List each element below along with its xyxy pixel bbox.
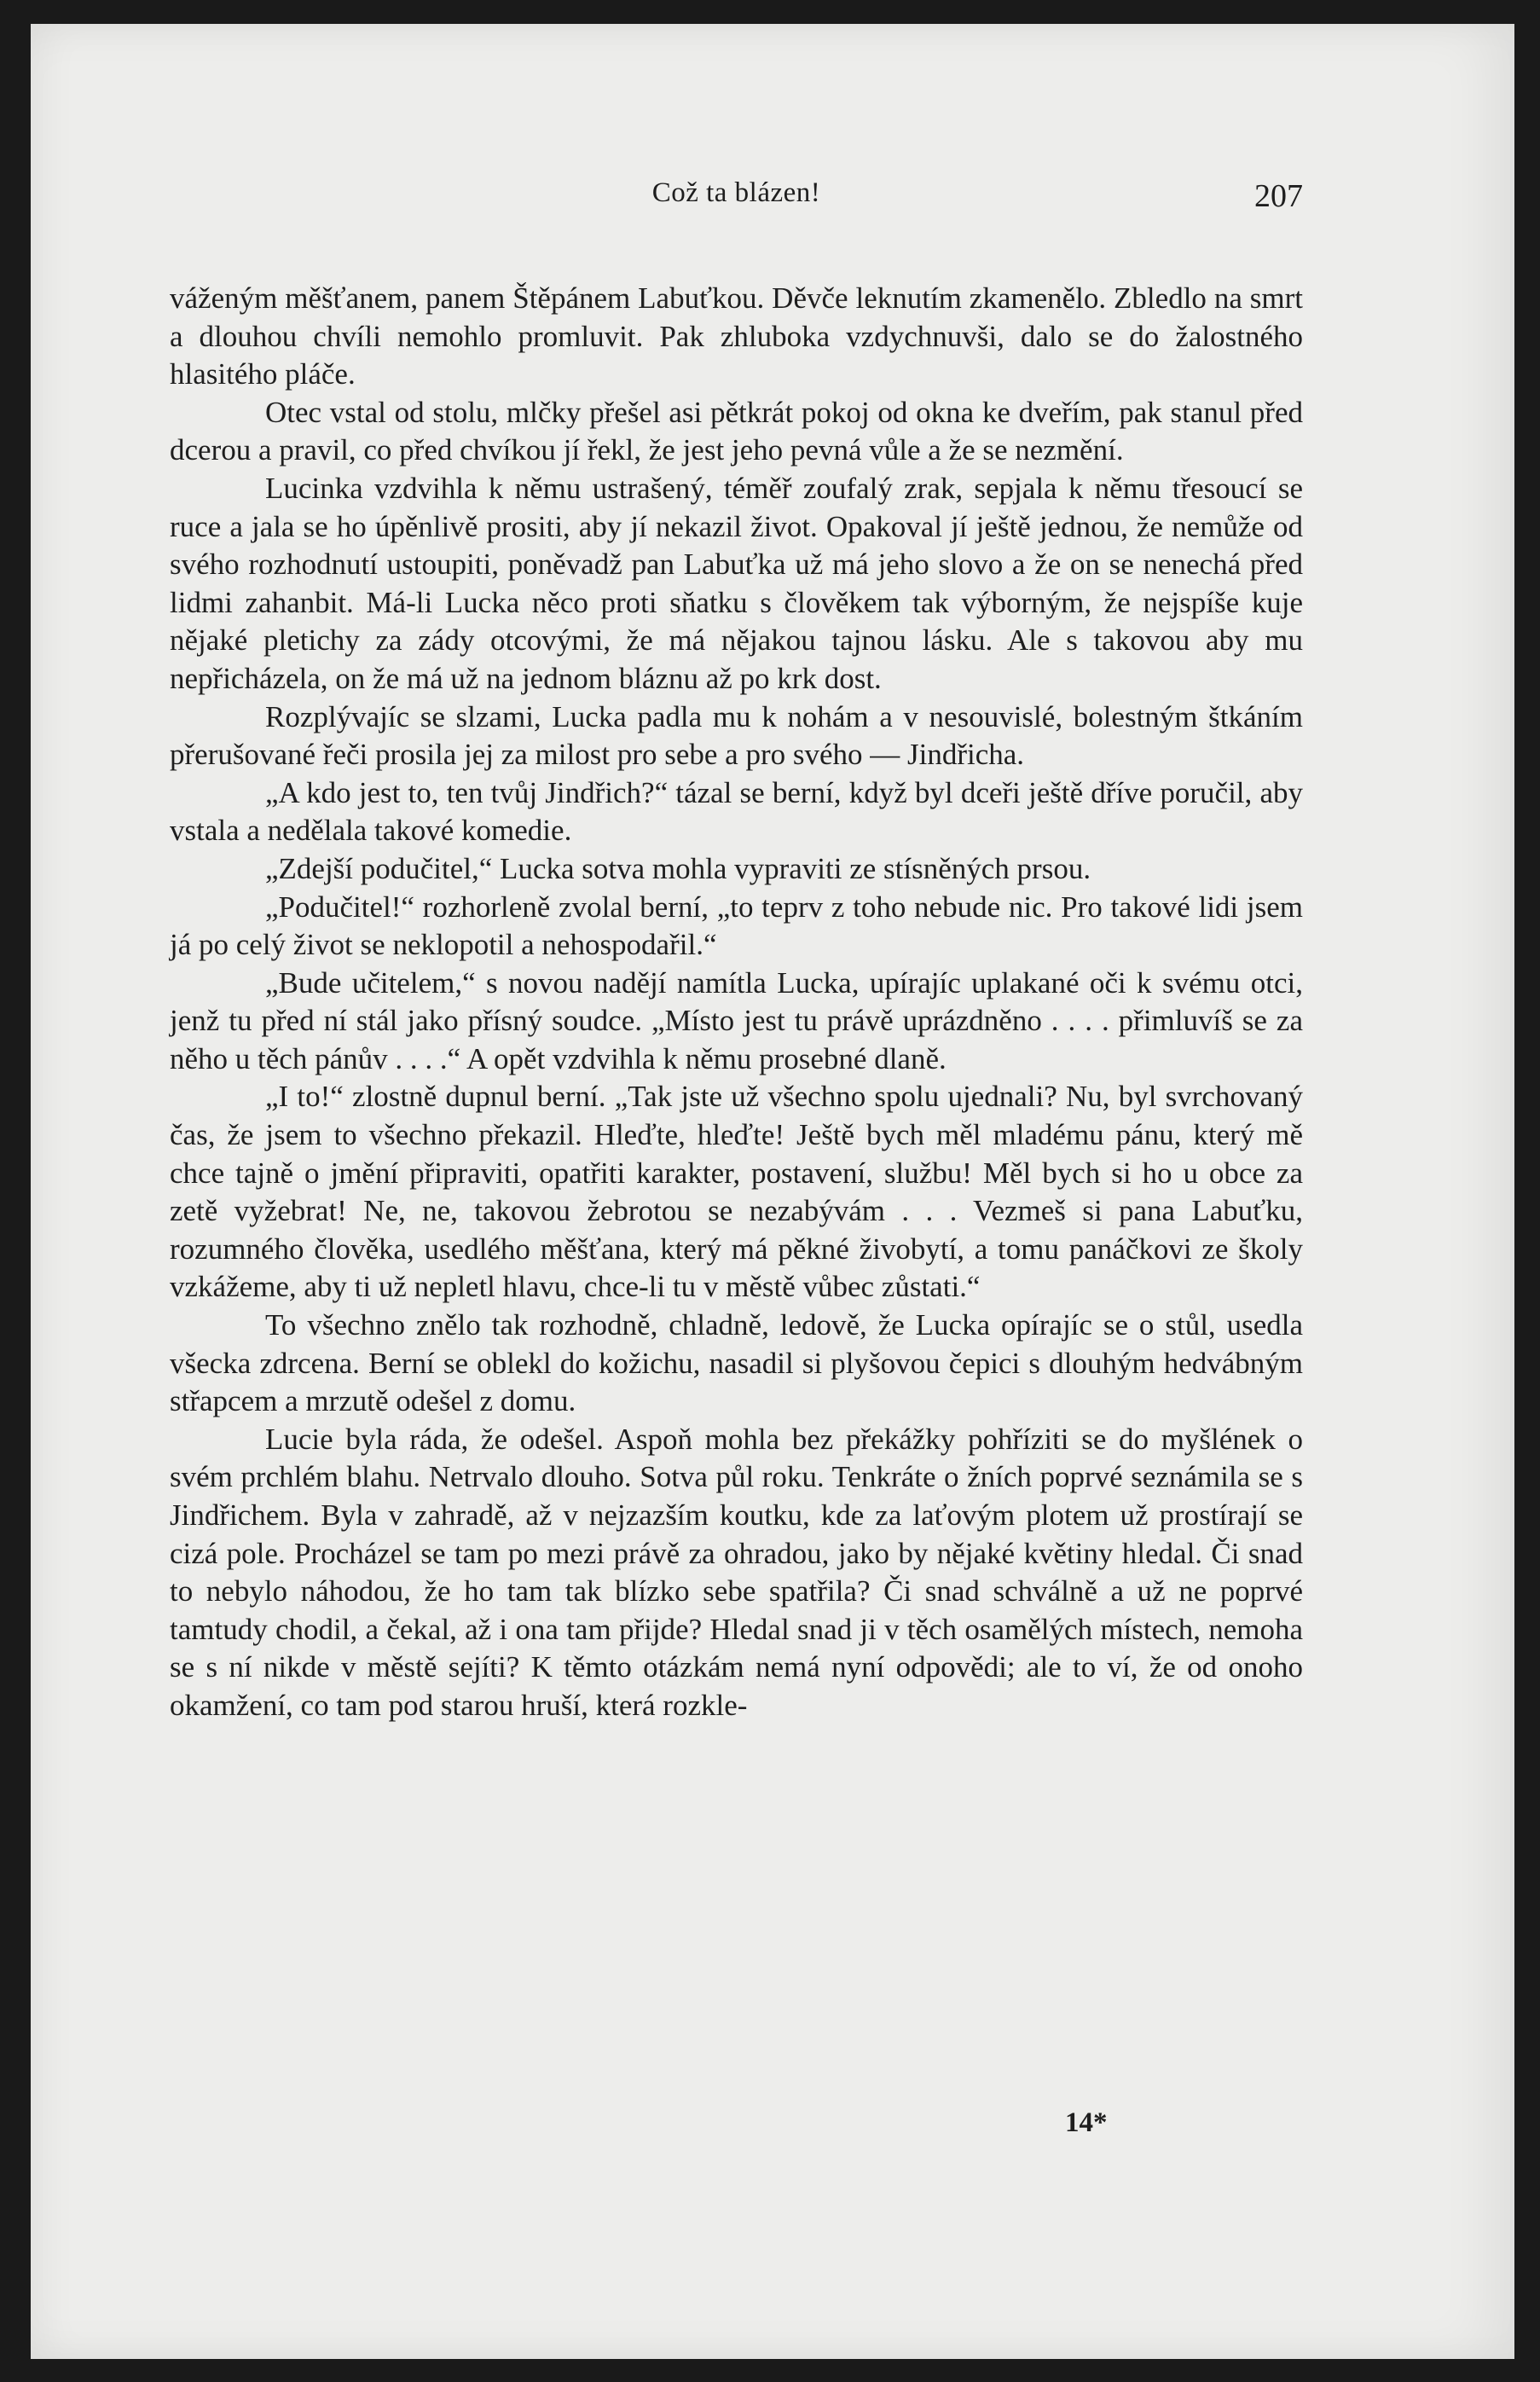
page-number: 207 (1254, 178, 1303, 214)
paragraph: Otec vstal od stolu, mlčky přešel asi pětkrát pokoj od okna ke dveřím, pak stanul před dcerou a pravil, co před chvíkou jí řekl, že jest jeho pevná vůle a že se nezmění. (170, 395, 1303, 467)
page-header (170, 177, 1303, 229)
paragraph: „Podučitel!“ rozhorleně zvolal berní, „to teprv z toho nebude nic. Pro takové lidi jsem já po celý život se neklopotil a nehospodařil.“ (170, 890, 1303, 962)
paragraph: „I to!“ zlostně dupnul berní. „Tak jste už všechno spolu ujednali? Nu, byl svrchovaný čas, že jsem to všechno překazil. Hleďte, hleďte! Ještě bych měl mladému pánu, který mě chce tajně o jmění připraviti, opatřiti karakter, postavení, službu! Měl bych si ho u obce za zetě vyžebrat! Ne, ne, takovou žebrotou se nezabývám . . . Vezmeš si pana Labuťku, rozumného člověka, usedlého měšťana, který má pěkné živobytí, a tomu panáčkovi ze školy vzkážeme, aby ti už nepletl hlavu, chce-li tu v městě vůbec zůstati.“ (170, 1080, 1303, 1304)
paragraph: „Zdejší podučitel,“ Lucka sotva mohla vypraviti ze stísněných prsou. (265, 851, 1091, 885)
paragraph: Lucie byla ráda, že odešel. Aspoň mohla bez překážky pohříziti se do myšlének o svém prchlém blahu. Netrvalo dlouho. Sotva půl roku. Tenkráte o žních poprvé seznámila se s Jindřichem. Byla v zahradě, až v nejzazším koutku, kde za laťovým plotem už prostírají se cizá pole. Procházel se tam po mezi právě za ohradou, jako by nějaké květiny hledal. Či snad to nebylo náhodou, že ho tam tak blízko sebe spatřila? Či snad schválně a už ne poprvé tamtudy chodil, a čekal, až i ona tam přijde? Hledal snad ji v těch osamělých místech, nemoha se s ní nikde v městě sejíti? K těmto otázkám nemá nyní odpovědi; ale to ví, že od onoho okamžení, co tam pod starou hruší, která rozkle- (170, 1422, 1303, 1722)
paragraph: Lucinka vzdvihla k němu ustrašený, téměř zoufalý zrak, sepjala k němu třesoucí se ruce a jala se ho úpěnlivě prositi, aby jí nekazil život. Opakoval jí ještě jednou, že nemůže od svého rozhodnutí ustoupiti, poněvadž pan Labuťka už má jeho slovo a že on se nenechá před lidmi zahanbit. Má-li Lucka něco proti sňatku s člověkem tak výborným, že nejspíše kuje nějaké pletichy za zády otcovými, že má nějakou tajnou lásku. Ale s takovou aby mu nepřicházela, on že má už na jednom bláznu až po krk dost. (170, 471, 1303, 695)
printer-signature-mark: 14* (1065, 2107, 1108, 2138)
running-title: Což ta blázen! (651, 177, 821, 208)
paragraph: To všechno znělo tak rozhodně, chladně, ledově, že Lucka opírajíc se o stůl, usedla všecka zdrcena. Berní se oblekl do kožichu, nasadil si plyšovou čepici s dlouhým hedvábným střapcem a mrzutě odešel z domu. (170, 1308, 1303, 1418)
body-text (170, 280, 1303, 1725)
paragraph: „A kdo jest to, ten tvůj Jindřich?“ tázal se berní, když byl dceři ještě dříve poručil, aby vstala a nedělala takové komedie. (170, 775, 1303, 848)
paragraph: Rozplývajíc se slzami, Lucka padla mu k nohám a v nesouvislé, bolestným štkáním přerušované řeči prosila jej za milost pro sebe a pro svého — Jindřicha. (170, 699, 1303, 772)
paragraph: váženým měšťanem, panem Štěpánem Labuťkou. Děvče leknutím zkamenělo. Zbledlo na smrt a dlouhou chvíli nemohlo promluvit. Pak zhluboka vzdychnuvši, dalo se do žalostného hlasitého pláče. (170, 281, 1303, 391)
paragraph: „Bude učitelem,“ s novou nadějí namítla Lucka, upírajíc uplakané oči k svému otci, jenž tu před ní stál jako přísný soudce. „Místo jest tu právě uprázdněno . . . . přimluvíš se za něho u těch pánův . . . .“ A opět vzdvihla k němu prosebné dlaně. (170, 965, 1303, 1075)
